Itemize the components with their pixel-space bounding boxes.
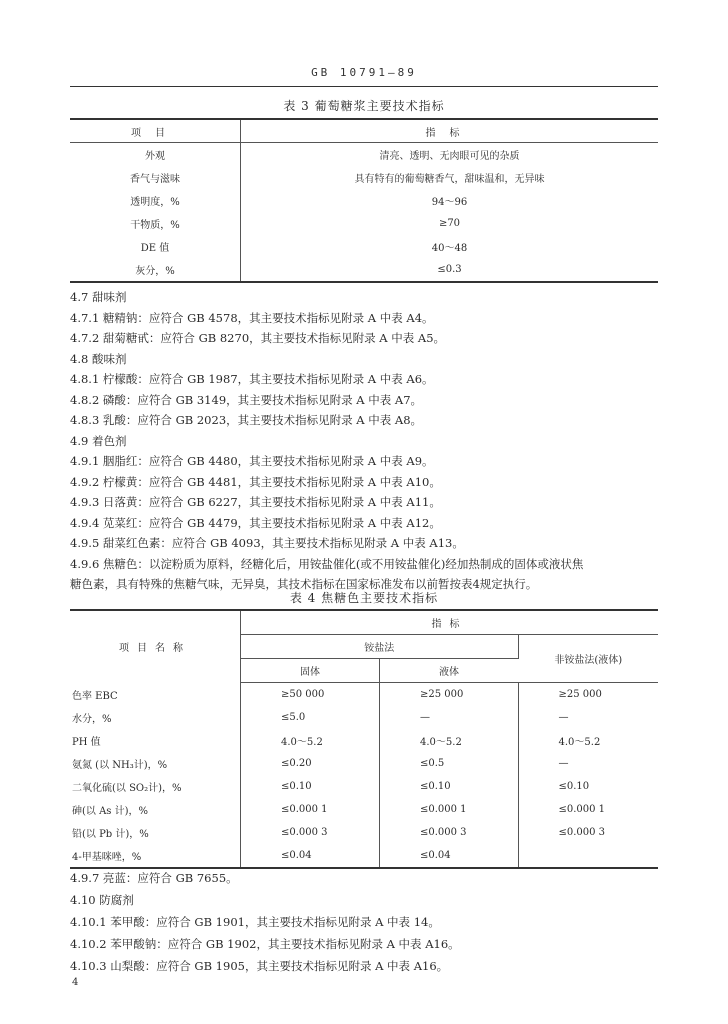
paragraph-line: 4.9 着色剂 bbox=[70, 433, 127, 448]
table3 bbox=[70, 118, 658, 283]
subheader-solid: 固体 bbox=[241, 659, 380, 683]
cell-liquid: ≤0.5 bbox=[380, 752, 519, 775]
table-row bbox=[70, 798, 658, 821]
cell-liquid: ≤0.000 1 bbox=[380, 798, 519, 821]
cell-liquid: ≤0.10 bbox=[380, 775, 519, 798]
cell-solid: ≤0.000 1 bbox=[241, 798, 380, 821]
table-row bbox=[70, 166, 658, 189]
cell-solid: ≤0.04 bbox=[241, 844, 380, 868]
cell-spec: 94～96 bbox=[431, 197, 468, 208]
cell-solid: ≤5.0 bbox=[241, 706, 380, 729]
cell-spec: ≥70 bbox=[438, 218, 461, 229]
paragraph-line: 4.10 防腐剂 bbox=[70, 893, 134, 907]
cell-item: 灰分，% bbox=[70, 258, 241, 282]
table-header-row bbox=[70, 610, 658, 635]
cell-spec: 清亮、透明、无肉眼可见的杂质 bbox=[379, 151, 520, 162]
table-row bbox=[70, 844, 658, 868]
table-row bbox=[70, 775, 658, 798]
cell-name: 铅(以 Pb 计)，% bbox=[70, 821, 241, 844]
cell-item: 透明度，% bbox=[70, 189, 241, 212]
table-row bbox=[70, 752, 658, 775]
cell-spec: ≤0.3 bbox=[437, 264, 462, 275]
subheader-liquid: 液体 bbox=[380, 659, 519, 683]
cell-liquid: ≤0.04 bbox=[380, 844, 519, 868]
table-row bbox=[70, 258, 658, 282]
paragraph-line: 4.9.6 焦糖色：以淀粉质为原料，经糖化后，用铵盐催化(或不用铵盐催化)经加热制成的固体或液状焦 bbox=[70, 556, 584, 571]
cell-item: 香气与滋味 bbox=[70, 166, 241, 189]
table-row bbox=[70, 706, 658, 729]
table-header-row bbox=[70, 119, 658, 143]
cell-liquid: — bbox=[380, 706, 519, 729]
paragraph-line: 4.7.1 糖精钠：应符合 GB 4578，其主要技术指标见附录 A 中表 A4。 bbox=[70, 310, 434, 325]
cell-solid: ≥50 000 bbox=[241, 683, 380, 707]
cell-name: 砷(以 As 计)，% bbox=[70, 798, 241, 821]
paragraph-line: 4.9.4 苋菜红：应符合 GB 4479，其主要技术指标见附录 A 中表 A12。 bbox=[70, 515, 441, 530]
standard-number-header: GB 10791—89 bbox=[311, 66, 417, 79]
cell-name: 氨氮 (以 NH₃计)，% bbox=[70, 752, 241, 775]
cell-solid: ≤0.000 3 bbox=[241, 821, 380, 844]
paragraph-line: 4.9.2 柠檬黄：应符合 GB 4481，其主要技术指标见附录 A 中表 A10。 bbox=[70, 474, 441, 489]
col-header-spec: 指标 bbox=[241, 610, 659, 635]
cell-non-ammonium: — bbox=[558, 712, 569, 723]
paragraph-line: 4.8.1 柠檬酸：应符合 GB 1987，其主要技术指标见附录 A 中表 A6。 bbox=[70, 372, 434, 386]
cell-item: DE 值 bbox=[70, 235, 241, 258]
cell-name: 水分，% bbox=[70, 706, 241, 729]
col-header-spec: 指标 bbox=[241, 119, 659, 143]
cell-non-ammonium bbox=[518, 844, 658, 868]
table-row bbox=[70, 212, 658, 235]
cell-non-ammonium: ≤0.000 3 bbox=[558, 827, 606, 838]
paragraph-line: 4.9.3 日落黄：应符合 GB 6227，其主要技术指标见附录 A 中表 A11。 bbox=[70, 495, 441, 509]
cell-name: PH 值 bbox=[70, 729, 241, 752]
cell-liquid: ≤0.000 3 bbox=[380, 821, 519, 844]
table-row bbox=[70, 189, 658, 212]
table-row bbox=[70, 729, 658, 752]
cell-solid: 4.0～5.2 bbox=[241, 729, 380, 752]
table-row bbox=[70, 683, 658, 707]
paragraph-line: 4.7 甜味剂 bbox=[70, 290, 127, 304]
paragraph-line: 4.10.2 苯甲酸钠：应符合 GB 1902，其主要技术指标见附录 A 中表 A16。 bbox=[70, 937, 460, 951]
cell-name: 二氧化硫(以 SO₂计)，% bbox=[70, 775, 241, 798]
cell-liquid: ≥25 000 bbox=[380, 683, 519, 707]
paragraph-line: 4.10.3 山梨酸：应符合 GB 1905，其主要技术指标见附录 A 中表 A16。 bbox=[70, 959, 449, 973]
cell-spec: 40～48 bbox=[431, 243, 468, 254]
cell-name: 4-甲基咪唑，% bbox=[70, 844, 241, 868]
subheader-non-ammonium: 非铵盐法(液体) bbox=[518, 635, 658, 683]
paragraph-line: 4.7.2 甜菊糖甙：应符合 GB 8270，其主要技术指标见附录 A 中表 A5。 bbox=[70, 331, 446, 345]
paragraph-line: 4.9.1 胭脂红：应符合 GB 4480，其主要技术指标见附录 A 中表 A9。 bbox=[70, 454, 434, 468]
col-header-item: 项目名称 bbox=[70, 610, 241, 683]
cell-non-ammonium: ≥25 000 bbox=[558, 689, 602, 700]
paragraph-line: 4.9.7 亮蓝：应符合 GB 7655。 bbox=[70, 871, 238, 885]
cell-item: 外观 bbox=[70, 143, 241, 167]
header-rule bbox=[70, 86, 658, 87]
cell-item: 干物质，% bbox=[70, 212, 241, 235]
table3-caption: 表 3 葡萄糖浆主要技术指标 bbox=[283, 99, 445, 113]
table-row bbox=[70, 821, 658, 844]
cell-solid: ≤0.10 bbox=[241, 775, 380, 798]
page-number: 4 bbox=[72, 977, 79, 988]
paragraph-line: 4.8.3 乳酸：应符合 GB 2023，其主要技术指标见附录 A 中表 A8。 bbox=[70, 413, 423, 427]
table4-caption: 表 4 焦糖色主要技术指标 bbox=[289, 591, 439, 605]
paragraph-line: 4.8 酸味剂 bbox=[70, 351, 127, 366]
cell-non-ammonium: ≤0.000 1 bbox=[558, 804, 606, 815]
cell-spec: 具有特有的葡萄糖香气，甜味温和，无异味 bbox=[354, 174, 545, 185]
cell-non-ammonium: — bbox=[558, 758, 569, 769]
cell-solid: ≤0.20 bbox=[241, 752, 380, 775]
cell-name: 色率 EBC bbox=[70, 683, 241, 707]
table-row bbox=[70, 143, 658, 167]
col-header-item: 项目 bbox=[70, 119, 241, 143]
paragraph-line: 4.8.2 磷酸：应符合 GB 3149，其主要技术指标见附录 A 中表 A7。 bbox=[70, 392, 423, 407]
paragraph-line: 糖色素，具有特殊的焦糖气味，无异臭，其技术指标在国家标准发布以前暂按表4规定执行。 bbox=[70, 577, 538, 591]
paragraph-line: 4.10.1 苯甲酸：应符合 GB 1901，其主要技术指标见附录 A 中表 14。 bbox=[70, 915, 440, 929]
paragraph-line: 4.9.5 甜菜红色素：应符合 GB 4093，其主要技术指标见附录 A 中表 A13。 bbox=[70, 536, 464, 550]
subheader-ammonium: 铵盐法 bbox=[241, 635, 519, 659]
cell-non-ammonium: 4.0～5.2 bbox=[558, 737, 601, 748]
table-row bbox=[70, 235, 658, 258]
table4 bbox=[70, 609, 658, 869]
cell-liquid: 4.0～5.2 bbox=[380, 729, 519, 752]
cell-non-ammonium: ≤0.10 bbox=[558, 781, 590, 792]
